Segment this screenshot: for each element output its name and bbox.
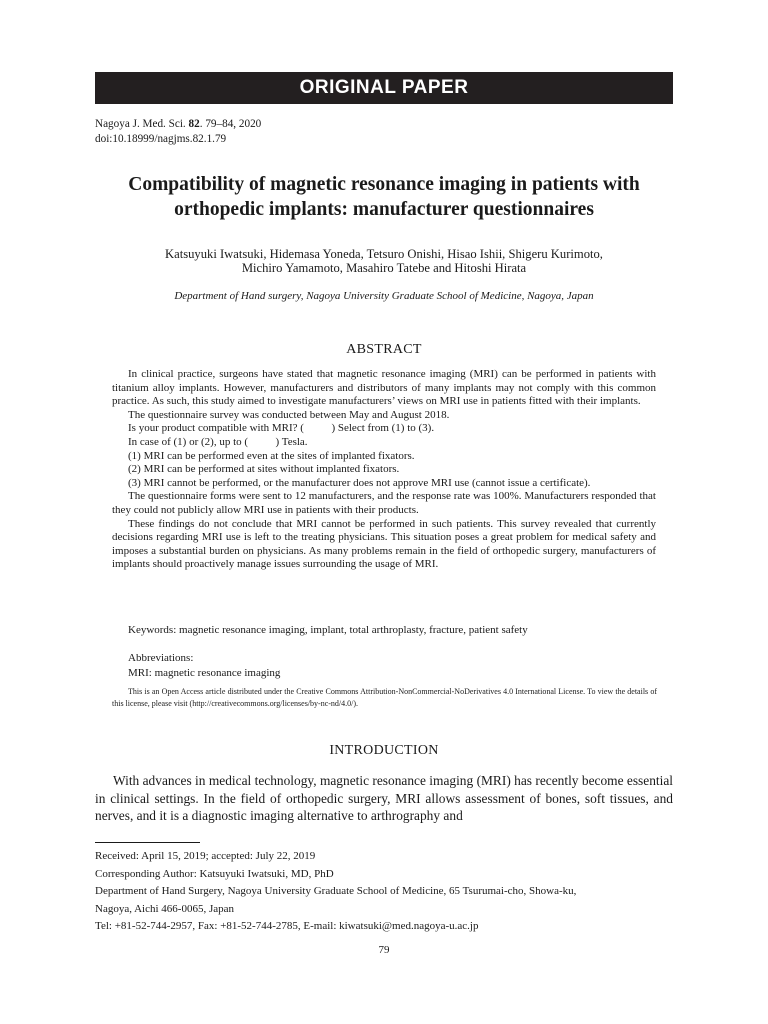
contact-line: Tel: +81-52-744-2957, Fax: +81-52-744-2785, E-mail: kiwatsuki@med.nagoya-u.ac.jp [95, 920, 479, 933]
authors-line-1: Katsuyuki Iwatsuki, Hidemasa Yoneda, Tetsuro Onishi, Hisao Ishii, Shigeru Kurimoto, [165, 247, 603, 261]
abstract-paragraph: The questionnaire survey was conducted between May and August 2018. [128, 408, 450, 421]
doi: doi:10.18999/nagjms.82.1.79 [95, 133, 227, 145]
license-notice [112, 686, 657, 710]
citation-line [95, 117, 261, 132]
title-line-2: orthopedic implants: manufacturer questionnaires [174, 199, 594, 220]
survey-option-2: (2) MRI can be performed at sites without implanted fixators. [128, 463, 400, 476]
keywords: Keywords: magnetic resonance imaging, implant, total arthroplasty, fracture, patient safety [128, 624, 528, 636]
affiliation: Department of Hand surgery, Nagoya University Graduate School of Medicine, Nagoya, Japan [174, 290, 594, 302]
journal-citation [95, 117, 261, 147]
introduction-body [95, 772, 673, 825]
abbreviations-heading: Abbreviations: [128, 652, 194, 664]
corresponding-author: Corresponding Author: Katsuyuki Iwatsuki, MD, PhD [95, 867, 334, 880]
received-dates: Received: April 15, 2019; accepted: July 22, 2019 [95, 850, 316, 862]
author-list [100, 247, 668, 275]
citation-suffix: . 79–84, 2020 [199, 118, 262, 130]
authors-line-2: Michiro Yamamoto, Masahiro Tatebe and Hitoshi Hirata [241, 261, 527, 275]
title-line-1: Compatibility of magnetic resonance imaging in patients with [128, 174, 640, 195]
address-line-1: Department of Hand Surgery, Nagoya University Graduate School of Medicine, 65 Tsurumai-cho, Showa-ku, [95, 885, 577, 898]
abbreviation-item: MRI: magnetic resonance imaging [128, 666, 281, 679]
survey-option-1: (1) MRI can be performed even at the sites of implanted fixators. [128, 449, 415, 462]
abstract-paragraph: These findings do not conclude that MRI cannot be performed in such patients. This survey revealed that currently decisions regarding MRI use is left to the treating physicians. This situation poses a great problem for medical safety and imposes a substantial burden on physicians. As many problems remain in the field of orthopedic surgery, manufacturers of implants should proactively manage issues surrounding the usage of MRI. [112, 517, 656, 571]
address-line-2: Nagoya, Aichi 466-0065, Japan [95, 902, 234, 915]
introduction-heading: INTRODUCTION [329, 743, 439, 758]
citation-volume: 82 [188, 118, 200, 130]
survey-option-3: (3) MRI cannot be performed, or the manufacturer does not approve MRI use (cannot issue a certificate). [128, 476, 591, 489]
abstract-body [112, 368, 656, 572]
paper-title [80, 172, 688, 222]
abbreviations [128, 651, 280, 680]
footnote-divider [95, 842, 200, 843]
license-text: This is an Open Access article distributed under the Creative Commons Attribution-NonCommercial-NoDerivatives 4.0 International License. To view the details of this license, please visit (http://creativecommons.org/licenses/by-nc-nd/4.0/). [112, 687, 657, 708]
section-banner: ORIGINAL PAPER [95, 72, 673, 104]
survey-question-2: In case of (1) or (2), up to ( ) Tesla. [128, 435, 308, 448]
survey-question-1: Is your product compatible with MRI? ( ) Select from (1) to (3). [128, 422, 435, 435]
footnotes [95, 848, 673, 936]
abstract-heading: ABSTRACT [346, 342, 422, 357]
abstract-paragraph: In clinical practice, surgeons have stated that magnetic resonance imaging (MRI) can be performed in patients with titanium alloy implants. However, manufacturers and distributors of many implants may not comply with this common practice. As such, this study aimed to investigate manufacturers’ views on MRI use in patients fitted with their implants. [112, 368, 656, 408]
introduction-paragraph: With advances in medical technology, magnetic resonance imaging (MRI) has recently become essential in clinical settings. In the field of orthopedic surgery, MRI allows assessment of bones, soft tissues, and nerves, and it is a diagnostic imaging alternative to arthrography and [95, 773, 673, 823]
page-number: 79 [378, 944, 390, 956]
abstract-paragraph: The questionnaire forms were sent to 12 manufacturers, and the response rate was 100%. Manufacturers responded that they could not publicly allow MRI use in patients with their products. [112, 490, 656, 516]
citation-prefix: Nagoya J. Med. Sci. [95, 118, 186, 130]
